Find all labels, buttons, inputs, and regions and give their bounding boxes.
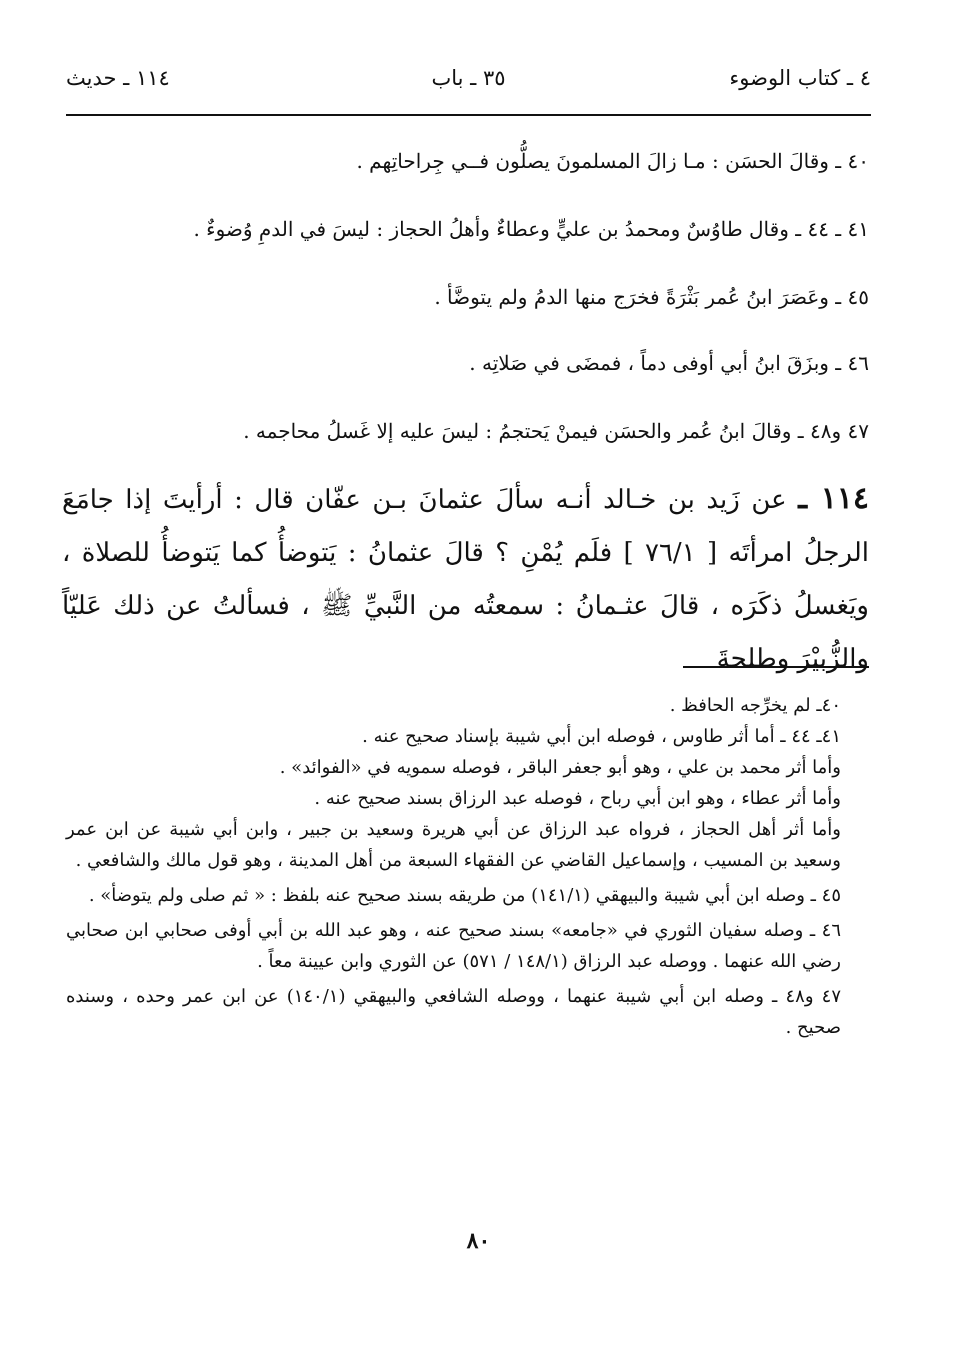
footnote-41-44-baqir: وأما أثر محمد بن علي ، وهو أبو جعفر الباقر ، فوصله سمويه في «الفوائد» .: [279, 757, 841, 778]
athar-47-48: ٤٧ و٤٨ ـ وقالَ ابنُ عُمر والحسَن فيمنْ يَحتجمُ : ليسَ عليه إلا غَسلُ محاجمه .: [243, 419, 869, 443]
athar-41-44: ٤١ ـ ٤٤ ـ وقال طاوُسٌ ومحمدُ بن عليٍّ وعطاءٌ وأهلُ الحجاز : ليسَ في الدمِ وُضوءٌ .: [193, 217, 869, 241]
footnotes: [66, 690, 869, 1043]
hadith-text: عن زَيد بن خـالد أنـه سألَ عثمانَ بـن عفّان قال : أرأيتَ إذا جامَعَ الرجلُ امرأتَه [ ٧٦/١ ] فلَم يُمْنِ ؟ قالَ عثمانُ : يَتوضأُ كما يَتوضأُ للصلاة ، ويَغسلُ ذكَرَه ، قالَ عثـمانُ : سمعتُه من النَّبيِّ ﷺ ، فسألتُ عن ذلك عَليّاً والزُّبيْرَ وطلحةَ: [62, 485, 869, 674]
page-number: ٨٠: [466, 1228, 491, 1254]
footnote-46: ٤٦ ـ وصله سفيان الثوري في «جامعه» بسند صحيح عنه ، وهو عبد الله بن أبي أوفى صحابي ابن صحابي رضي الله عنهما . ووصله عبد الرزاق (١٤٨/١ / ٥٧١) عن الثوري وابن عيينة معاً .: [66, 920, 841, 972]
footnote-47-48: ٤٧ و٤٨ ـ وصله ابن أبي شيبة عنهما ، ووصله الشافعي والبيهقي (١٤٠/١) عن ابن عمر وحده ، وسنده صحيح .: [66, 986, 841, 1038]
header-hadith-number: ١١٤ ـ حديث: [66, 66, 170, 90]
hadith-number: ١١٤ ـ: [798, 481, 870, 516]
footnote-divider: [683, 666, 869, 668]
footnote-41-44-tawus: ٤١ـ ٤٤ ـ أما أثر طاوس ، فوصله ابن أبي شيبة بإسناد صحيح عنه .: [362, 726, 841, 747]
footnote-40: ٤٠ـ لم يخرِّجه الحافظ .: [669, 695, 841, 716]
footnote-41-44-hijaz: وأما أثر أهل الحجاز ، فرواه عبد الرزاق عن أبي هريرة وسعيد بن جبير ، وابن أبي شيبة عن ابن عمر وسعيد بن المسيب ، وإسماعيل القاضي عن الفقهاء السبعة من أهل المدينة ، وهو قول مالك والشافعي .: [66, 819, 841, 871]
footnote-45: ٤٥ ـ وصله ابن أبي شيبة والبيهقي (١٤١/١) من طريقه بسند صحيح عنه بلفظ : « ثم صلى ولم يتوضأ» .: [88, 885, 841, 906]
hadith-114: [62, 472, 869, 686]
athar-45: ٤٥ ـ وعَصَرَ ابنُ عُمر بَثْرَةً فخرَج منها الدمُ ولم يتوضَّأ .: [434, 285, 869, 309]
athar-40: ٤٠ ـ وقالَ الحسَن : مـا زالَ المسلمونَ يصلُّون فــي جِراحاتِهم .: [356, 149, 869, 173]
header-section: ٣٥ ـ باب: [431, 66, 506, 90]
footnote-41-44-ata: وأما أثر عطاء ، وهو ابن أبي رباح ، فوصله عبد الرزاق بسند صحيح عنه .: [314, 788, 841, 809]
athar-46: ٤٦ ـ وبزَقَ ابنُ أبي أوفى دماً ، فمضَى في صَلاتِه .: [469, 351, 869, 375]
header-divider: [66, 114, 871, 116]
running-header: [66, 66, 871, 100]
header-chapter: ٤ ـ كتاب الوضوء: [729, 66, 871, 90]
